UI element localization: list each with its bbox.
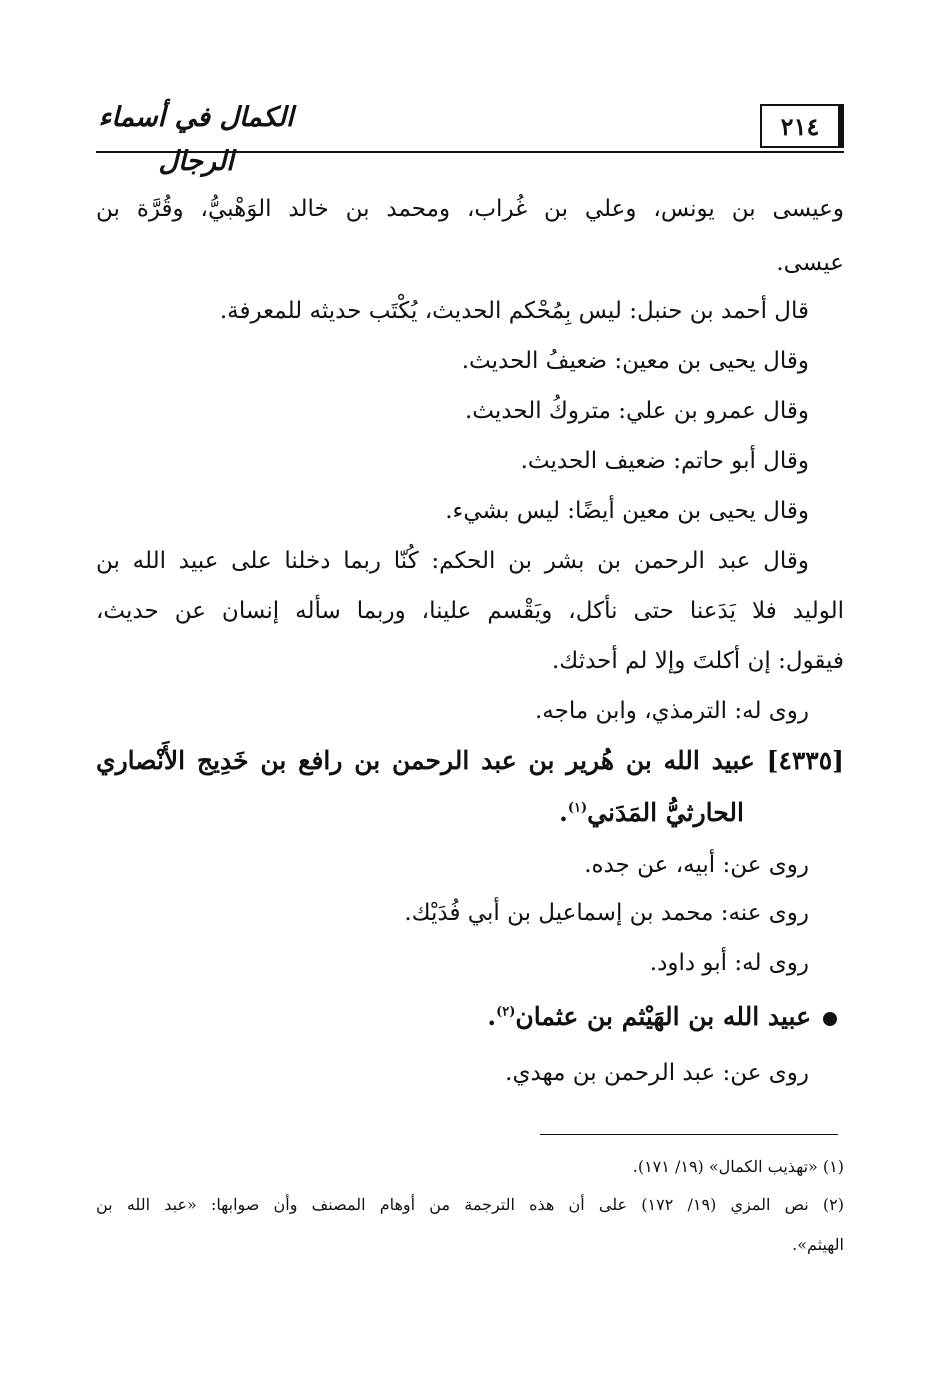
text-line: وقال عمرو بن علي: متروكُ الحديث. — [465, 398, 809, 424]
footnote-ref: (٢) — [496, 1004, 516, 1020]
text-line: روى له: الترمذي، وابن ماجه. — [535, 698, 809, 724]
page-number: ٢١٤ — [780, 111, 820, 141]
text-line: وقال أبو حاتم: ضعيف الحديث. — [520, 448, 809, 474]
header-rule — [96, 151, 844, 153]
text-line: قال أحمد بن حنبل: ليس بِمُحْكم الحديث، يُكْتَب حديثه للمعرفة. — [219, 298, 809, 324]
footnote-ref: (١) — [567, 800, 588, 816]
entry-heading-cont — [559, 792, 744, 834]
text-line: عيسى. — [776, 250, 844, 276]
text-line: وقال يحيى بن معين أيضًا: ليس بشيء. — [445, 498, 809, 524]
entry-heading: [٤٣٣٥] عبيد الله بن هُرير بن عبد الرحمن بن رافع بن خَدِيج الأَنْصاري — [96, 746, 844, 775]
running-title: الكمال في أسماء الرجال — [98, 102, 294, 177]
bullet-icon — [823, 1012, 837, 1026]
text-line: روى عنه: محمد بن إسماعيل بن أبي فُدَيْك. — [404, 900, 809, 926]
entry-heading-end: . — [559, 798, 568, 827]
text-line: روى له: أبو داود. — [649, 950, 809, 976]
text-line: روى عن: عبد الرحمن بن مهدي. — [505, 1060, 809, 1086]
footnote-2: (٢) نص المزي (١٩/ ١٧٢) على أن هذه الترجمة من أوهام المصنف وأن صوابها: «عبد الله بن — [96, 1195, 844, 1214]
text-line: روى عن: أبيه، عن جده. — [584, 852, 809, 878]
text-line: وعيسى بن يونس، وعلي بن غُراب، ومحمد بن خالد الوَهْبيُّ، وقُرَّة بن — [96, 196, 844, 222]
entry-heading-2 — [487, 996, 837, 1038]
text-line: وقال يحيى بن معين: ضعيفُ الحديث. — [461, 348, 809, 374]
text-line: فيقول: إن أكلتَ وإلا لم أحدثك. — [552, 648, 844, 674]
footnote-2-cont: الهيثم». — [792, 1235, 844, 1254]
text-line: وقال عبد الرحمن بن بشر بن الحكم: كُنّا ربما دخلنا على عبيد الله بن — [96, 548, 809, 574]
entry-heading-end: . — [487, 1002, 497, 1031]
entry-heading-text: الحارثيُّ المَدَني — [587, 798, 744, 827]
footnote-rule — [540, 1134, 838, 1135]
entry-heading-text: عبيد الله بن الهَيْثم بن عثمان — [515, 1002, 811, 1031]
text-line: الوليد فلا يَدَعنا حتى نأكل، ويَقْسم علينا، وربما سأله إنسان عن حديث، — [96, 598, 844, 624]
page-number-box — [760, 104, 844, 148]
footnote-1: (١) «تهذيب الكمال» (١٩/ ١٧١). — [632, 1157, 844, 1176]
